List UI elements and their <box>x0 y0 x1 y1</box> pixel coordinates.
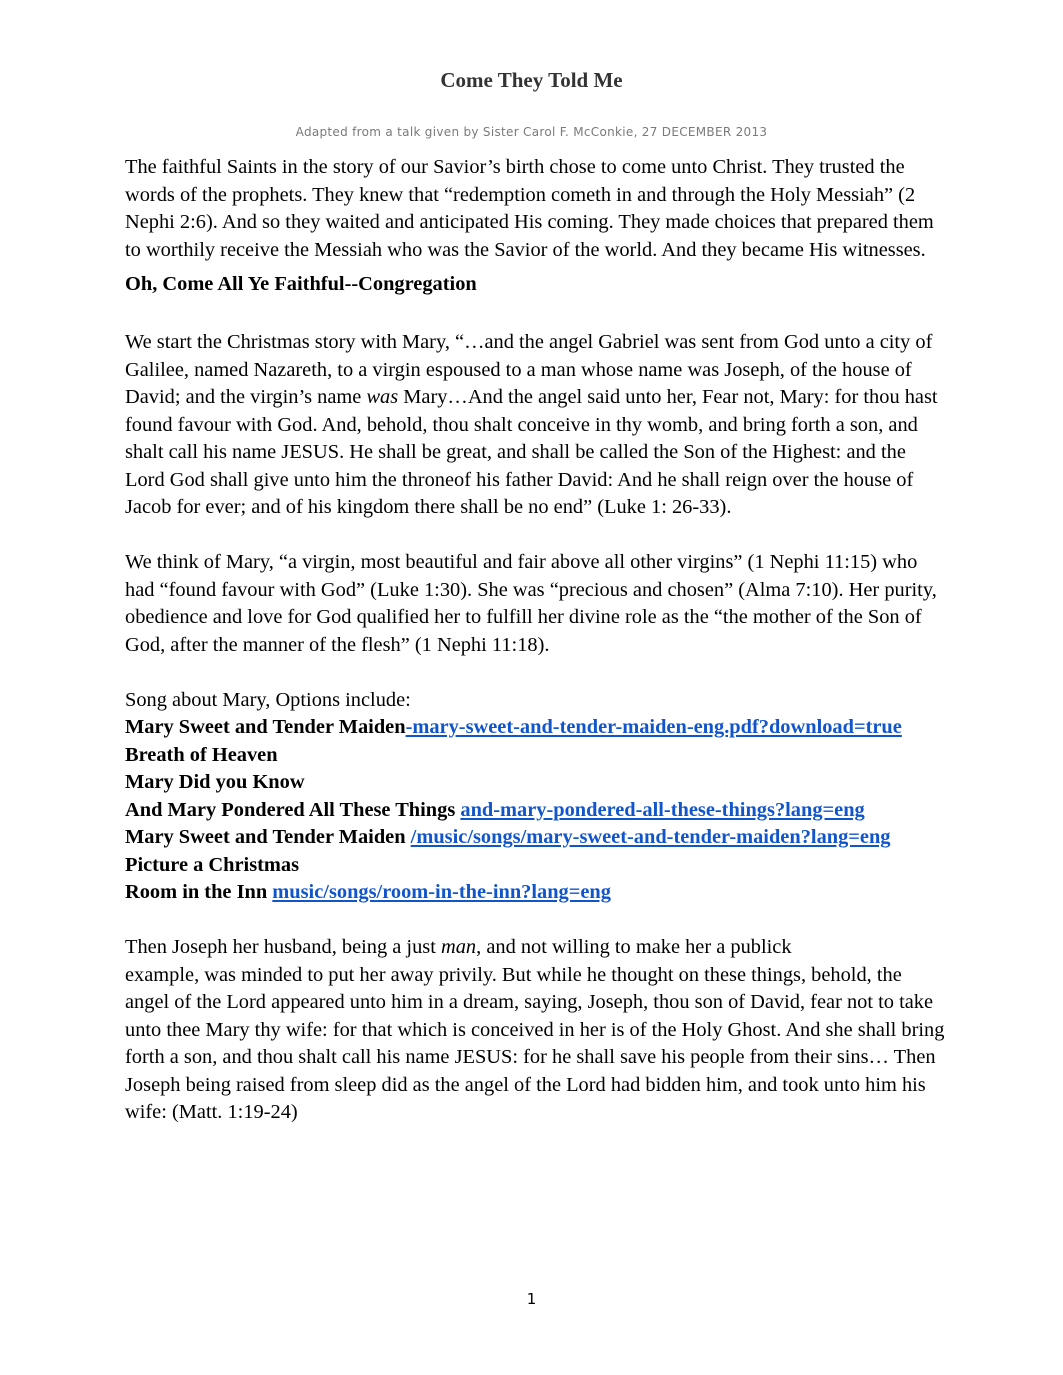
song-item <box>125 879 945 907</box>
paragraph-joseph-part3: example, was minded to put her away privily. But while he thought on these things, behold, the angel of the Lord appeared unto him in a dream, saying, Joseph, thou son of David, fear not to take unto thee Mary thy wife: for that which is conceived in her is of the Holy Ghost. And she shall bring forth a son, and thou shalt call his name JESUS: for he shall save his people from their sins… Then Joseph being raised from sleep did as the angel of the Lord had bidden him, and took unto him his wife: (Matt. 1:19-24) <box>125 963 945 1123</box>
song-title: Mary Sweet and Tender Maiden <box>125 826 411 848</box>
song-link[interactable]: music/songs/room-in-the-inn?lang=eng <box>272 881 611 903</box>
paragraph-joseph-emphasis: man <box>441 936 477 958</box>
paragraph-annunciation-emphasis: was <box>366 386 399 408</box>
song-title: Mary Did you Know <box>125 771 305 793</box>
paragraph-joseph-part1: Then Joseph her husband, being a just <box>125 936 441 958</box>
document-body <box>125 154 945 1127</box>
song-item <box>125 852 945 880</box>
hymn-heading: Oh, Come All Ye Faithful--Congregation <box>125 273 477 295</box>
song-title: Mary Sweet and Tender Maiden <box>125 716 406 738</box>
song-item <box>125 797 945 825</box>
paragraph-annunciation <box>125 329 945 522</box>
song-title: Breath of Heaven <box>125 743 278 766</box>
song-link[interactable]: -mary-sweet-and-tender-maiden-eng.pdf?download=true <box>405 716 902 738</box>
song-item <box>125 824 945 852</box>
song-link[interactable]: /music/songs/mary-sweet-and-tender-maiden?lang=eng <box>410 826 891 848</box>
paragraph-joseph <box>125 934 945 1127</box>
song-item <box>125 769 945 797</box>
song-intro: Song about Mary, Options include: <box>125 688 411 711</box>
song-title: Room in the Inn <box>125 881 273 903</box>
song-item <box>125 714 945 742</box>
document-subtitle: Adapted from a talk given by Sister Carol F. McConkie, 27 DECEMBER 2013 <box>295 125 768 139</box>
paragraph-joseph-part2: , and not willing to make her a publick <box>476 936 792 958</box>
paragraph-annunciation-part2: Mary…And the angel said unto her, Fear not, Mary: for thou hast found favour with God. And, behold, thou shalt conceive in thy womb, and bring forth a son, and shalt call his name JESUS. He shall be great, and shall be called the Son of the Highest: and the Lord God shall give unto him the throneof his father David: And he shall reign over the house of Jacob for ever; and of his kingdom there shall be no end” (Luke 1: 26-33). <box>125 386 938 518</box>
paragraph-intro: The faithful Saints in the story of our Savior’s birth chose to come unto Christ. They trusted the words of the prophets. They knew that “redemption cometh in and through the Holy Messiah” (2 Nephi 2:6). And so they waited and anticipated His coming. They made choices that prepared them to worthily receive the Messiah who was the Savior of the world. And they became His witnesses. <box>125 156 934 261</box>
song-list <box>125 714 945 907</box>
song-title: And Mary Pondered All These Things <box>125 798 461 821</box>
song-item <box>125 742 945 770</box>
paragraph-mary: We think of Mary, “a virgin, most beautiful and fair above all other virgins” (1 Nephi 11:15) who had “found favour with God” (Luke 1:30). She was “precious and chosen” (Alma 7:10). Her purity, obedience and love for God qualified her to fulfill her divine role as the “the mother of the Son of God, after the manner of the flesh” (1 Nephi 11:18). <box>125 551 937 656</box>
page-number: 1 <box>526 1290 537 1308</box>
paragraph-annunciation-part1: We start the Christmas story with Mary, “…and the angel Gabriel was sent from God unto a city of Galilee, named Nazareth, to a virgin espoused to a man whose name was Joseph, of the house of David; and the virgin’s name <box>125 331 933 408</box>
document-title: Come They Told Me <box>440 68 623 92</box>
song-title: Picture a Christmas <box>125 853 300 876</box>
song-link[interactable]: and-mary-pondered-all-these-things?lang=eng <box>460 798 865 821</box>
